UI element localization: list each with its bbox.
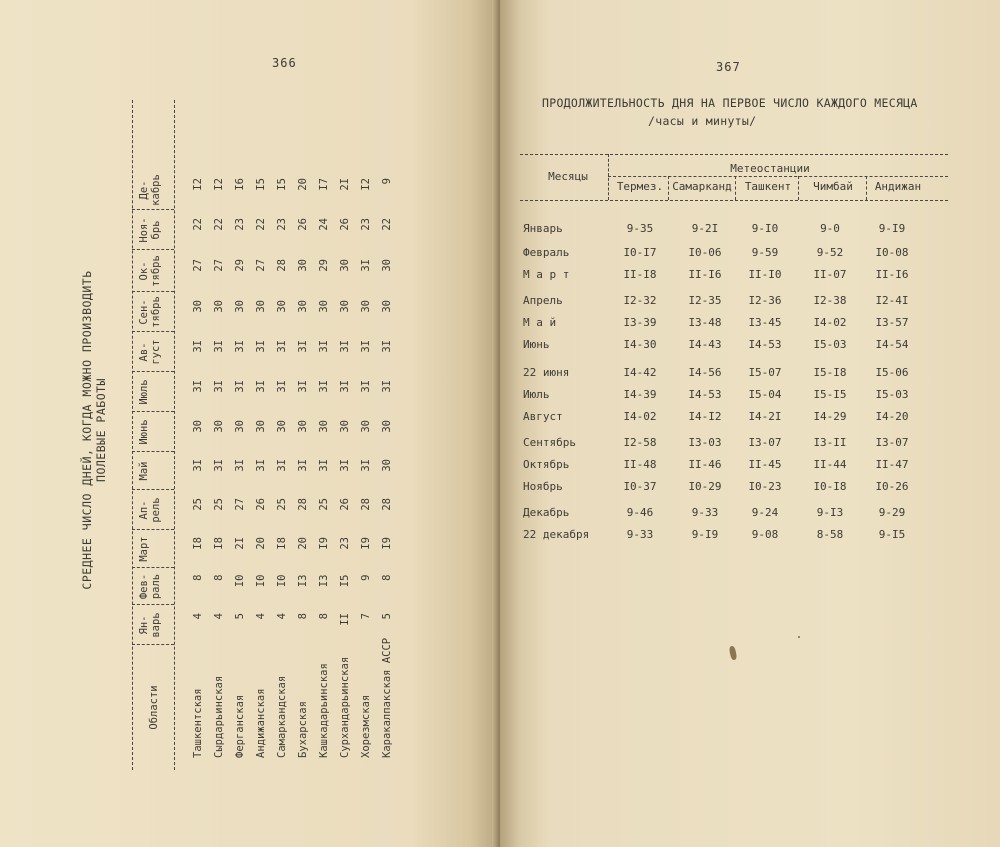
- table-cell: I4-I2: [688, 410, 722, 423]
- table-cell: 3I: [255, 380, 267, 393]
- column-header: Ок- тябрь: [138, 255, 162, 287]
- region-name: Хорезмская: [360, 694, 372, 758]
- table-cell: I3-07: [875, 436, 909, 449]
- table-cell: I4-54: [875, 338, 909, 351]
- table-cell: I7: [318, 178, 330, 191]
- region-name: Сурхандарьинская: [339, 656, 351, 758]
- column-divider: [132, 331, 174, 332]
- table-cell: I4-29: [813, 410, 847, 423]
- month-label: Октябрь: [523, 458, 570, 471]
- table-cell: I0-08: [875, 246, 909, 259]
- table-cell: 27: [234, 498, 246, 511]
- table-cell: I4-56: [688, 366, 722, 379]
- table-cell: 30: [213, 300, 225, 313]
- table-cell: 28: [360, 498, 372, 511]
- column-divider: [132, 291, 174, 292]
- table-cell: 3I: [318, 459, 330, 472]
- column-divider: [132, 604, 174, 605]
- table-cell: II-46: [688, 458, 722, 471]
- table-cell: I5-03: [875, 388, 909, 401]
- table-cell: I8: [192, 537, 204, 550]
- region-name: Сырдарьинская: [213, 675, 225, 758]
- region-name: Бухарская: [297, 701, 309, 758]
- table-cell: 30: [381, 420, 393, 433]
- table-cell: I4-42: [623, 366, 657, 379]
- table-cell: 25: [318, 498, 330, 511]
- table-cell: 3I: [339, 459, 351, 472]
- table-cell: II-45: [748, 458, 782, 471]
- region-name: Ташкентская: [192, 688, 204, 758]
- table-cell: 22: [192, 218, 204, 231]
- month-label: Ноябрь: [523, 480, 563, 493]
- table-cell: I0: [276, 574, 288, 588]
- title-line-2: ПОЛЕВЫЕ РАБОТЫ: [94, 378, 108, 482]
- table-cell: 9-08: [751, 528, 779, 541]
- table-cell: 8: [381, 574, 393, 581]
- table-cell: 23: [360, 218, 372, 231]
- column-divider: [132, 209, 174, 210]
- table-cell: II-I8: [623, 268, 657, 281]
- table-cell: 30: [234, 300, 246, 313]
- region-name: Самаркандская: [276, 675, 288, 758]
- table-cell: 3I: [213, 380, 225, 393]
- column-header: Области: [148, 685, 160, 730]
- column-header: Сен- тябрь: [138, 296, 162, 328]
- table-cell: 30: [339, 259, 351, 272]
- table-cell: I8: [276, 537, 288, 550]
- region-name: Андижанская: [255, 688, 267, 758]
- months-column-divider: [608, 154, 609, 200]
- table-cell: I5: [255, 178, 267, 191]
- table-cell: 3I: [276, 340, 288, 353]
- field-work-days-table: [80, 90, 420, 770]
- column-header: Де- кабрь: [138, 174, 162, 206]
- page-number-left: 366: [272, 56, 297, 70]
- table-cell: I2: [213, 178, 225, 191]
- table-cell: 4: [276, 613, 288, 620]
- table-cell: 9-I3: [816, 506, 844, 519]
- table-cell: 2I: [234, 537, 246, 550]
- table-cell: 3I: [297, 380, 309, 393]
- column-header: Май: [138, 461, 150, 481]
- table-cell: 3I: [339, 380, 351, 393]
- table-cell: 9: [360, 574, 372, 581]
- table-cell: I2: [192, 178, 204, 191]
- table-cell: 20: [255, 537, 267, 550]
- table-cell: 3I: [297, 459, 309, 472]
- table-cell: I0-26: [875, 480, 909, 493]
- column-divider: [132, 411, 174, 412]
- table-cell: 25: [276, 498, 288, 511]
- table-cell: 7: [360, 613, 372, 620]
- table-cell: 22: [213, 218, 225, 231]
- column-divider: [132, 451, 174, 452]
- table-cell: 3I: [213, 340, 225, 353]
- table-cell: I4-53: [748, 338, 782, 351]
- table-cell: 4: [213, 613, 225, 620]
- table-cell: I3-45: [748, 316, 782, 329]
- station-divider: [668, 176, 669, 200]
- column-header: Ян- варь: [138, 612, 162, 638]
- table-cell: 3I: [192, 340, 204, 353]
- column-header: Июль: [138, 379, 150, 405]
- table-cell: 20: [297, 178, 309, 191]
- month-label: Февраль: [523, 246, 570, 259]
- table-cell: 29: [234, 259, 246, 272]
- station-header: Ташкент: [744, 180, 792, 193]
- table-cell: 24: [318, 218, 330, 231]
- table-cell: 23: [234, 218, 246, 231]
- month-label: 22 декабря: [523, 528, 590, 541]
- table-cell: 9-59: [751, 246, 779, 259]
- table-cell: 9-0: [820, 222, 840, 235]
- day-length-table-subtitle: /часы и минуты/: [648, 114, 757, 128]
- table-cell: 3I: [255, 340, 267, 353]
- table-cell: 9-24: [751, 506, 779, 519]
- table-cell: 8: [297, 613, 309, 620]
- table-cell: 3I: [192, 459, 204, 472]
- table-cell: 22: [381, 218, 393, 231]
- table-cell: I6: [234, 178, 246, 191]
- table-cell: I9: [318, 537, 330, 550]
- table-cell: 9-I5: [878, 528, 906, 541]
- table-cell: I2-58: [623, 436, 657, 449]
- table-cell: 9-I9: [878, 222, 906, 235]
- table-cell: 30: [318, 300, 330, 313]
- table-cell: 29: [318, 259, 330, 272]
- table-cell: 30: [192, 300, 204, 313]
- station-divider: [798, 176, 799, 200]
- table-cell: 9-29: [878, 506, 906, 519]
- table-cell: 30: [192, 420, 204, 433]
- month-label: М а р т: [523, 268, 570, 281]
- column-header: Март: [138, 536, 150, 562]
- table-cell: 27: [213, 259, 225, 272]
- table-cell: 8: [318, 613, 330, 620]
- table-cell: 23: [339, 537, 351, 550]
- table-cell: 30: [297, 420, 309, 433]
- column-divider: [132, 529, 174, 530]
- table-cell: 27: [255, 259, 267, 272]
- table-cell: 30: [297, 300, 309, 313]
- table-cell: I3-II: [813, 436, 847, 449]
- table-cell: I4-2I: [748, 410, 782, 423]
- table-cell: 9-35: [626, 222, 654, 235]
- column-divider: [132, 371, 174, 372]
- column-header: Ап- рель: [138, 497, 162, 523]
- month-label: Сентябрь: [523, 436, 576, 449]
- table-cell: 3I: [297, 340, 309, 353]
- table-cell: 26: [339, 218, 351, 231]
- table-cell: 9-I0: [751, 222, 779, 235]
- table-cell: I0-I7: [623, 246, 657, 259]
- table-cell: I5-06: [875, 366, 909, 379]
- table-cell: 3I: [276, 380, 288, 393]
- table-cell: I5-07: [748, 366, 782, 379]
- table-cell: 28: [381, 498, 393, 511]
- table-cell: I2-32: [623, 294, 657, 307]
- table-cell: I0: [255, 574, 267, 588]
- table-cell: I5-04: [748, 388, 782, 401]
- table-cell: 30: [381, 259, 393, 272]
- table-cell: I4-02: [813, 316, 847, 329]
- table-cell: I3-03: [688, 436, 722, 449]
- station-divider: [735, 176, 736, 200]
- table-cell: 30: [360, 300, 372, 313]
- table-cell: II-48: [623, 458, 657, 471]
- right-page: [500, 0, 1000, 847]
- table-cell: 3I: [234, 380, 246, 393]
- table-cell: I9: [381, 537, 393, 550]
- column-header: Ноя- брь: [138, 217, 162, 243]
- month-label: М а й: [523, 316, 557, 329]
- table-cell: 30: [381, 300, 393, 313]
- table-cell: I0: [234, 574, 246, 588]
- table-cell: I3-07: [748, 436, 782, 449]
- table-cell: 30: [255, 300, 267, 313]
- table-cell: II-I6: [688, 268, 722, 281]
- table-cell: 30: [339, 420, 351, 433]
- table-cell: 3I: [360, 340, 372, 353]
- day-length-table-title: ПРОДОЛЖИТЕЛЬНОСТЬ ДНЯ НА ПЕРВОЕ ЧИСЛО КАЖДОГО МЕСЯЦА: [542, 96, 918, 110]
- table-cell: 26: [339, 498, 351, 511]
- table-cell: II-44: [813, 458, 847, 471]
- table-cell: 30: [213, 420, 225, 433]
- table-cell: I2-38: [813, 294, 847, 307]
- table-cell: I8: [213, 537, 225, 550]
- region-name: Кашкадарьинская: [318, 663, 330, 758]
- station-divider: [866, 176, 867, 200]
- table-cell: 30: [255, 420, 267, 433]
- months-column-header: Месяцы: [548, 170, 588, 183]
- header-top-rule: [520, 154, 948, 155]
- table-cell: I3-48: [688, 316, 722, 329]
- table-cell: I9: [360, 537, 372, 550]
- month-label: Январь: [523, 222, 563, 235]
- table-cell: 9-2I: [691, 222, 719, 235]
- table-cell: 5: [234, 613, 246, 620]
- table-header-rule: [174, 100, 175, 770]
- table-cell: 3I: [318, 340, 330, 353]
- table-cell: II: [339, 613, 351, 626]
- table-cell: I5-I5: [813, 388, 847, 401]
- station-header: Термез.: [616, 180, 664, 193]
- table-cell: 28: [297, 498, 309, 511]
- table-cell: I4-39: [623, 388, 657, 401]
- table-cell: 3I: [381, 380, 393, 393]
- table-cell: I5: [339, 574, 351, 588]
- table-cell: 4: [192, 613, 204, 620]
- paper-dot: [798, 636, 800, 638]
- table-cell: I2-35: [688, 294, 722, 307]
- column-header: Фев- раль: [138, 573, 162, 600]
- stations-group-header: Метеостанции: [730, 162, 810, 175]
- column-divider: [132, 249, 174, 250]
- table-cell: I0-23: [748, 480, 782, 493]
- column-divider: [132, 567, 174, 568]
- table-cell: 30: [234, 420, 246, 433]
- table-cell: 3I: [318, 380, 330, 393]
- paper-speck: [729, 646, 738, 661]
- header-bottom-rule: [520, 200, 948, 201]
- table-cell: 27: [192, 259, 204, 272]
- table-cell: I3-57: [875, 316, 909, 329]
- station-header: Чимбай: [813, 180, 853, 193]
- table-cell: 9-33: [626, 528, 654, 541]
- table-cell: 30: [339, 300, 351, 313]
- table-cell: 8: [213, 574, 225, 581]
- station-header: Самарканд: [672, 180, 732, 193]
- table-cell: 26: [297, 218, 309, 231]
- region-name: Ферганская: [234, 694, 246, 758]
- station-header: Андижан: [874, 180, 922, 193]
- column-header: Июнь: [138, 419, 150, 445]
- table-cell: 8: [192, 574, 204, 581]
- table-cell: 20: [297, 537, 309, 550]
- table-cell: I4-02: [623, 410, 657, 423]
- table-cell: 9-46: [626, 506, 654, 519]
- table-cell: 3I: [192, 380, 204, 393]
- table-cell: I5: [276, 178, 288, 191]
- table-cell: I4-20: [875, 410, 909, 423]
- table-cell: 28: [276, 259, 288, 272]
- table-cell: 26: [255, 498, 267, 511]
- month-label: Июнь: [523, 338, 550, 351]
- table-cell: 3I: [339, 340, 351, 353]
- month-label: Август: [523, 410, 563, 423]
- table-cell: 30: [276, 300, 288, 313]
- region-name: Каракалпакская АССР: [381, 637, 393, 758]
- table-cell: 9: [381, 178, 393, 185]
- table-cell: 9-I9: [691, 528, 719, 541]
- month-label: Апрель: [523, 294, 563, 307]
- table-cell: I4-30: [623, 338, 657, 351]
- table-cell: 25: [213, 498, 225, 511]
- table-cell: I5-03: [813, 338, 847, 351]
- table-cell: 3I: [360, 459, 372, 472]
- table-cell: 22: [255, 218, 267, 231]
- table-cell: 2I: [339, 178, 351, 191]
- column-divider: [132, 489, 174, 490]
- stations-under-rule: [608, 176, 948, 177]
- table-cell: 3I: [234, 459, 246, 472]
- table-cell: I2-36: [748, 294, 782, 307]
- table-cell: 30: [297, 259, 309, 272]
- table-cell: 4: [255, 613, 267, 620]
- table-cell: I3: [318, 574, 330, 588]
- title-line-1: СРЕДНЕЕ ЧИСЛО ДНЕЙ, КОГДА МОЖНО ПРОИЗВОДИТЬ: [80, 270, 94, 590]
- table-cell: I0-06: [688, 246, 722, 259]
- table-cell: 9-52: [816, 246, 844, 259]
- table-cell: 3I: [360, 380, 372, 393]
- table-cell: 9-33: [691, 506, 719, 519]
- table-cell: I2: [360, 178, 372, 191]
- table-cell: I5-I8: [813, 366, 847, 379]
- table-cell: II-I6: [875, 268, 909, 281]
- table-cell: I4-43: [688, 338, 722, 351]
- table-cell: II-47: [875, 458, 909, 471]
- table-cell: 8-58: [816, 528, 844, 541]
- table-cell: 30: [318, 420, 330, 433]
- column-divider: [132, 644, 174, 645]
- table-cell: I0-29: [688, 480, 722, 493]
- table-cell: 3I: [381, 340, 393, 353]
- column-header: Ав- густ: [138, 339, 162, 365]
- table-cell: I0-I8: [813, 480, 847, 493]
- table-cell: 30: [360, 420, 372, 433]
- table-cell: 3I: [276, 459, 288, 472]
- table-cell: I2-4I: [875, 294, 909, 307]
- month-label: Декабрь: [523, 506, 570, 519]
- table-cell: I3-39: [623, 316, 657, 329]
- page-number-right: 367: [716, 60, 741, 74]
- table-cell: 3I: [255, 459, 267, 472]
- table-cell: II-I0: [748, 268, 782, 281]
- table-top-rule: [132, 100, 133, 770]
- table-cell: 25: [192, 498, 204, 511]
- table-cell: I0-37: [623, 480, 657, 493]
- table-cell: 30: [381, 459, 393, 472]
- table-cell: 30: [276, 420, 288, 433]
- table-cell: 3I: [234, 340, 246, 353]
- table-cell: I3: [297, 574, 309, 588]
- table-cell: II-07: [813, 268, 847, 281]
- field-work-table-title: [80, 90, 108, 770]
- table-cell: 23: [276, 218, 288, 231]
- table-cell: 3I: [213, 459, 225, 472]
- table-cell: 3I: [360, 259, 372, 272]
- month-label: 22 июня: [523, 366, 570, 379]
- table-cell: 5: [381, 613, 393, 620]
- table-cell: I4-53: [688, 388, 722, 401]
- month-label: Июль: [523, 388, 550, 401]
